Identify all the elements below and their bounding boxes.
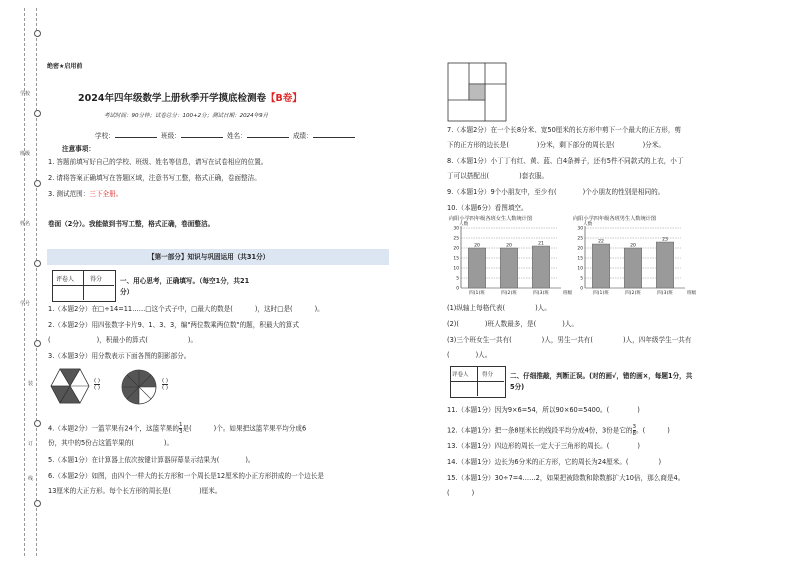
x-tick-label: 四(1)班 [593, 291, 609, 296]
bar-value-label: 21 [538, 241, 544, 247]
y-tick-label: 20 [453, 246, 459, 252]
score-label: 得分 [90, 276, 103, 283]
binding-marker: 线 [28, 476, 34, 482]
part1-banner-text: 【第一部分】知识与巩固运用（共31分） [148, 253, 270, 261]
bar-value-label: 23 [662, 237, 668, 243]
question-10: 10.（本题6分）看图填空。 [447, 204, 528, 212]
y-tick-label: 10 [577, 266, 583, 272]
binding-hole [34, 260, 41, 267]
class-label: 班级： [160, 132, 181, 140]
question-6: 6.（本题2分）如图，由四个一样大的长方形和一个周长是12厘米的小正方形拼成的一个边长是 [48, 472, 325, 480]
bar-value-label: 20 [506, 243, 512, 249]
score-table-2 [450, 366, 506, 398]
question-7: 7.（本题2分）在一个长8分米、宽50厘米的长方形中剪下一个最大的正方形，剪 [447, 126, 682, 134]
fraction-one-third: $\frac{1}{3}$ [178, 422, 183, 435]
chart-xlabel: 班级 [563, 291, 573, 296]
question-2-cont: ( )，积最小的算式( )。 [48, 336, 198, 344]
y-tick-label: 15 [453, 256, 459, 262]
school-label: 学校： [95, 132, 115, 140]
question-7-cont: 下的正方形的边长是( )分米，剩下部分的周长是( )分米。 [447, 141, 665, 149]
binding-hole [34, 30, 41, 37]
title-text: 2024年四年级数学上册秋季开学摸底检测卷 [78, 93, 266, 104]
fraction-three-eighths: $\frac{3}{8}$ [632, 424, 637, 437]
question-9: 9.（本题1分）9个小朋友中，至少有( )个小朋友的性别是相同的。 [447, 188, 665, 196]
y-tick-label: 0 [456, 286, 459, 292]
student-info-row [95, 132, 355, 141]
school-field[interactable] [115, 137, 157, 138]
fraction-blank[interactable]: ( ) ( ) [94, 378, 101, 391]
binding-hole [34, 420, 41, 427]
title-tag: 【B卷】 [265, 93, 302, 104]
x-tick-label: 四(2)班 [501, 291, 517, 296]
binding-hole [34, 180, 41, 187]
hexagon-figure [50, 368, 90, 404]
x-tick-label: 四(1)班 [469, 291, 485, 296]
y-tick-label: 15 [577, 256, 583, 262]
question-8-cont: 丁可以搭配出( )套衣服。 [447, 172, 549, 180]
bar [624, 248, 642, 288]
y-tick-label: 5 [456, 276, 459, 282]
question-3: 3.（本题3分）用分数表示下面各图的阴影部分。 [48, 352, 191, 360]
bar-value-label: 20 [474, 243, 480, 249]
binding-field-label: 班级 [20, 151, 31, 157]
page-title [78, 90, 302, 104]
question-6-cont: 13厘米的大正方形。每个长方形的周长是( )厘米。 [48, 487, 222, 495]
question-14: 14.（本题1分）边长为6分米的正方形，它的周长为24厘米。( ) [447, 458, 662, 466]
y-tick-label: 5 [580, 276, 583, 282]
question-2: 2.（本题2分）用四张数字卡片9、1、3、3，编"两位数乘两位数"的题，积最大的算式 [48, 321, 299, 329]
section1-title-cont: 分） [120, 288, 134, 296]
reviewer-label: 评卷人 [452, 372, 469, 378]
chart-ylabel: 人数 [583, 222, 593, 227]
y-tick-label: 25 [453, 236, 459, 242]
y-tick-label: 25 [577, 236, 583, 242]
question-1: 1.（本题2分）在□÷14=11……□这个式子中，□最大的数是( )，这时□是( )。 [48, 305, 324, 313]
question-12: 12.（本题1分）把一条8厘米长的线段平均分成4份，3份是它的 $\frac{3}{8}$ 。( ) [447, 424, 670, 437]
bar [592, 244, 610, 288]
chart-title: 向阳小学四年级各班女生人数统计图 [449, 216, 533, 222]
reviewer-label: 评卷人 [56, 276, 75, 283]
square-figure [447, 62, 507, 122]
bar [468, 248, 486, 288]
q10-line-1: (1)纵轴上每格代表( )人。 [447, 304, 551, 312]
binding-field-label: 姓名 [20, 221, 31, 227]
binding-field-label: 学校 [20, 91, 31, 97]
y-tick-label: 10 [453, 266, 459, 272]
bar [500, 248, 518, 288]
bar-value-label: 20 [630, 243, 636, 249]
section2-title: 二、仔细推敲，判断正误。(对的画√，错的画×，每题1分，共 [510, 372, 693, 380]
chart-title: 向阳小学四年级各班男生人数统计图 [573, 216, 657, 222]
circle-figure [120, 368, 158, 406]
bar-charts [447, 214, 697, 304]
binding-hole [34, 110, 41, 117]
question-11: 11.（本题1分）因为9×6=54，所以90×60=5400。( ) [447, 406, 640, 414]
neatness-reminder: 卷面（2分）。我能做到书写工整，格式正确，卷面整洁。 [48, 220, 215, 228]
section2-title-cont: 5分) [510, 383, 525, 391]
binding-hole [34, 340, 41, 347]
note-item: 3. 测试范围：三下全册。 [48, 190, 123, 198]
question-15: 15.（本题1分）30÷7=4……2，如果把被除数和除数都扩大10倍，那么商是4。 [447, 474, 685, 482]
bar [532, 246, 550, 288]
x-tick-label: 四(3)班 [657, 291, 673, 296]
question-4: 4.（本题2分）一篮苹果有24个，这篮苹果的 $\frac{1}{3}$ 是( )个。如果把这篮苹果平均分成6 [48, 422, 307, 435]
name-field[interactable] [247, 137, 289, 138]
q10-line-2: (2)( )班人数最多，是( )人。 [447, 320, 578, 328]
grade-label: 成绩： [292, 132, 313, 140]
y-tick-label: 20 [577, 246, 583, 252]
y-tick-label: 30 [577, 226, 583, 232]
binding-marker: 装 [28, 381, 34, 387]
question-13: 13.（本题1分）四边形的周长一定大于三角形的周长。( ) [447, 442, 640, 450]
q10-line-3: (3)三个班女生一共有( )人，男生一共有( )人，四年级学生一共有 [447, 336, 692, 344]
y-tick-label: 0 [580, 286, 583, 292]
notes-heading: 注意事项： [62, 145, 95, 153]
secret-tag: 绝密★启用前 [47, 63, 83, 70]
question-8: 8.（本题1分）小丁丁有红、黄、蓝、白4条裤子，还有5件不同款式的上衣，小丁 [447, 157, 684, 165]
question-5: 5.（本题1分）在计算器上依次按键计算器屏幕显示结果为( )。 [48, 456, 255, 464]
section1-title: 一、用心思考，正确填写。（每空1分，共21 [120, 277, 250, 285]
range-value: 三下全册。 [89, 190, 123, 198]
y-tick-label: 30 [453, 226, 459, 232]
name-label: 姓名： [226, 132, 247, 140]
binding-marker: 订 [28, 441, 34, 447]
x-tick-label: 四(3)班 [533, 291, 549, 296]
score-table [52, 270, 116, 302]
q10-line-4: ( )人。 [447, 351, 492, 359]
note-item: 1. 答题前填写好自己的学校、班级、姓名等信息，请写在试卷相应的位置。 [48, 158, 268, 166]
chart-xlabel: 班级 [687, 291, 697, 296]
x-tick-label: 四(2)班 [625, 291, 641, 296]
binding-hole [34, 500, 41, 507]
fraction-blank[interactable]: ( ) ( ) [162, 378, 169, 391]
class-field[interactable] [181, 137, 223, 138]
question-15-cont: ( ) [447, 489, 475, 497]
score-label: 得分 [482, 372, 494, 378]
binding-field-label: 学号 [20, 301, 31, 307]
question-4-cont: 份，其中的5份占这篮苹果的( )。 [48, 439, 174, 447]
bar-value-label: 22 [598, 239, 604, 245]
chart-ylabel: 人数 [459, 222, 469, 227]
grade-field[interactable] [313, 137, 355, 138]
bar [656, 242, 674, 288]
exam-meta: 考试时间：90分钟；试卷总分：100+2分；测试日期：2024年9月 [104, 113, 269, 119]
binding-line-inner [36, 8, 37, 556]
note-item: 2. 请将答案正确填写在答题区域，注意书写工整，格式正确，卷面整洁。 [48, 174, 261, 182]
